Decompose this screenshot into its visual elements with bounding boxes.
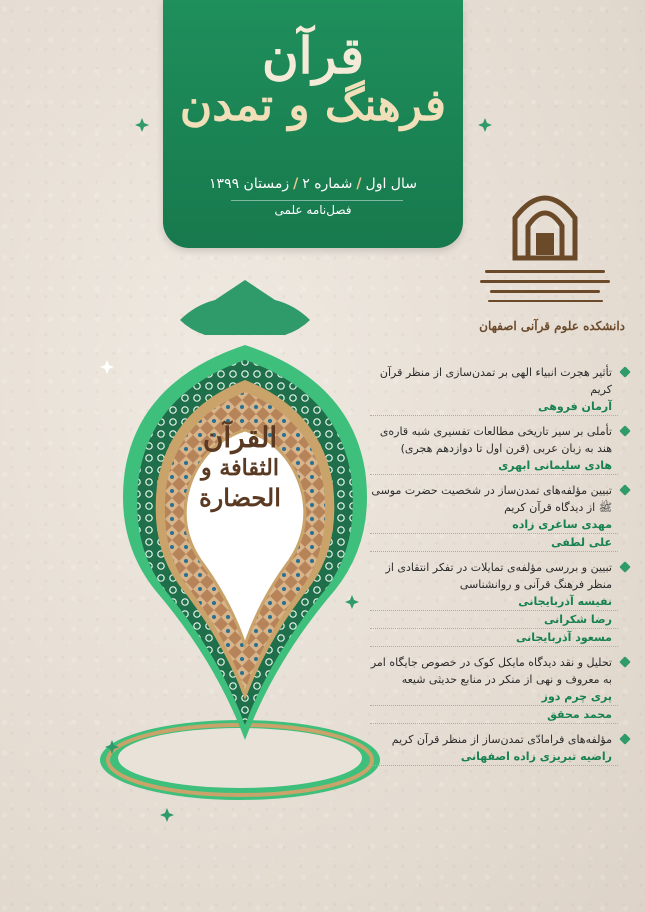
article-author: علی لطفی xyxy=(370,534,618,552)
article-item xyxy=(370,559,618,647)
article-author: نفیسه آذربایجانی xyxy=(370,593,618,611)
sparkle-icon xyxy=(160,808,174,822)
article-author: رضا شکرانی xyxy=(370,611,618,629)
sparkle-icon xyxy=(135,118,149,132)
emblem-line1: القرآن xyxy=(202,421,278,454)
table-of-contents xyxy=(370,364,618,773)
article-author: راضیه تبریزی زاده اصفهانی xyxy=(370,748,618,766)
divider xyxy=(231,200,403,201)
article-author: هادی سلیمانی ابهری xyxy=(370,457,618,475)
article-item xyxy=(370,364,618,416)
publisher-name: دانشکده علوم قرآنی اصفهان xyxy=(479,319,625,333)
article-title: تبیین و بررسی مؤلفه‌ی تمایلات در تفکر انتقادی از منظر فرهنگ قرآنی و روانشناسی xyxy=(370,559,618,593)
masthead-panel xyxy=(163,0,463,248)
journal-title xyxy=(163,26,463,131)
article-author: مهدی ساغری زاده xyxy=(370,516,618,534)
article-item xyxy=(370,423,618,475)
article-item xyxy=(370,482,618,552)
article-title: مؤلفه‌های فرامادّی تمدن‌ساز از منظر قرآن کریم xyxy=(370,731,618,748)
issue-year: سال اول xyxy=(365,176,417,192)
university-logo xyxy=(470,178,620,338)
article-author: مسعود آذربایجانی xyxy=(370,629,618,647)
article-item xyxy=(370,731,618,766)
emblem-line3: الحضارة xyxy=(199,482,281,512)
article-author: محمد محقق xyxy=(370,706,618,724)
emblem-line2: الثقافة و xyxy=(201,455,279,481)
article-title: تبیین مؤلفه‌های تمدن‌ساز در شخصیت حضرت موسی ﷺ از دیدگاه قرآن کریم xyxy=(370,482,618,516)
article-item xyxy=(370,654,618,724)
sparkle-icon xyxy=(105,740,119,754)
article-title: تأثیر هجرت انبیاء الهی بر تمدن‌سازی از منظر قرآن کریم xyxy=(370,364,618,398)
issue-info: سال اول/شماره ۲/زمستان ۱۳۹۹ xyxy=(209,176,417,192)
journal-title-line1: قرآن xyxy=(261,26,365,85)
article-title: تأملی بر سیر تاریخی مطالعات تفسیری شبه قاره‌ی هند به زبان عربی (قرن اول تا دوازدهم هجری) xyxy=(370,423,618,457)
sparkle-icon xyxy=(478,118,492,132)
sparkle-icon xyxy=(345,595,359,609)
emblem-calligraphy xyxy=(165,420,315,513)
article-title: تحلیل و نقد دیدگاه مایکل کوک در خصوص جایگاه امر به معروف و نهی از منکر در منابع حدیثی شیعه xyxy=(370,654,618,688)
issue-season: زمستان ۱۳۹۹ xyxy=(209,176,290,192)
article-author: آرمان فروهی xyxy=(370,398,618,416)
journal-title-line2: فرهنگ و تمدن xyxy=(179,79,447,131)
sparkle-icon xyxy=(100,360,114,374)
article-author: پری چرم دوز xyxy=(370,688,618,706)
emblem-drop xyxy=(95,260,395,820)
journal-type: فصل‌نامه علمی xyxy=(274,203,352,217)
issue-number: شماره ۲ xyxy=(302,176,353,192)
